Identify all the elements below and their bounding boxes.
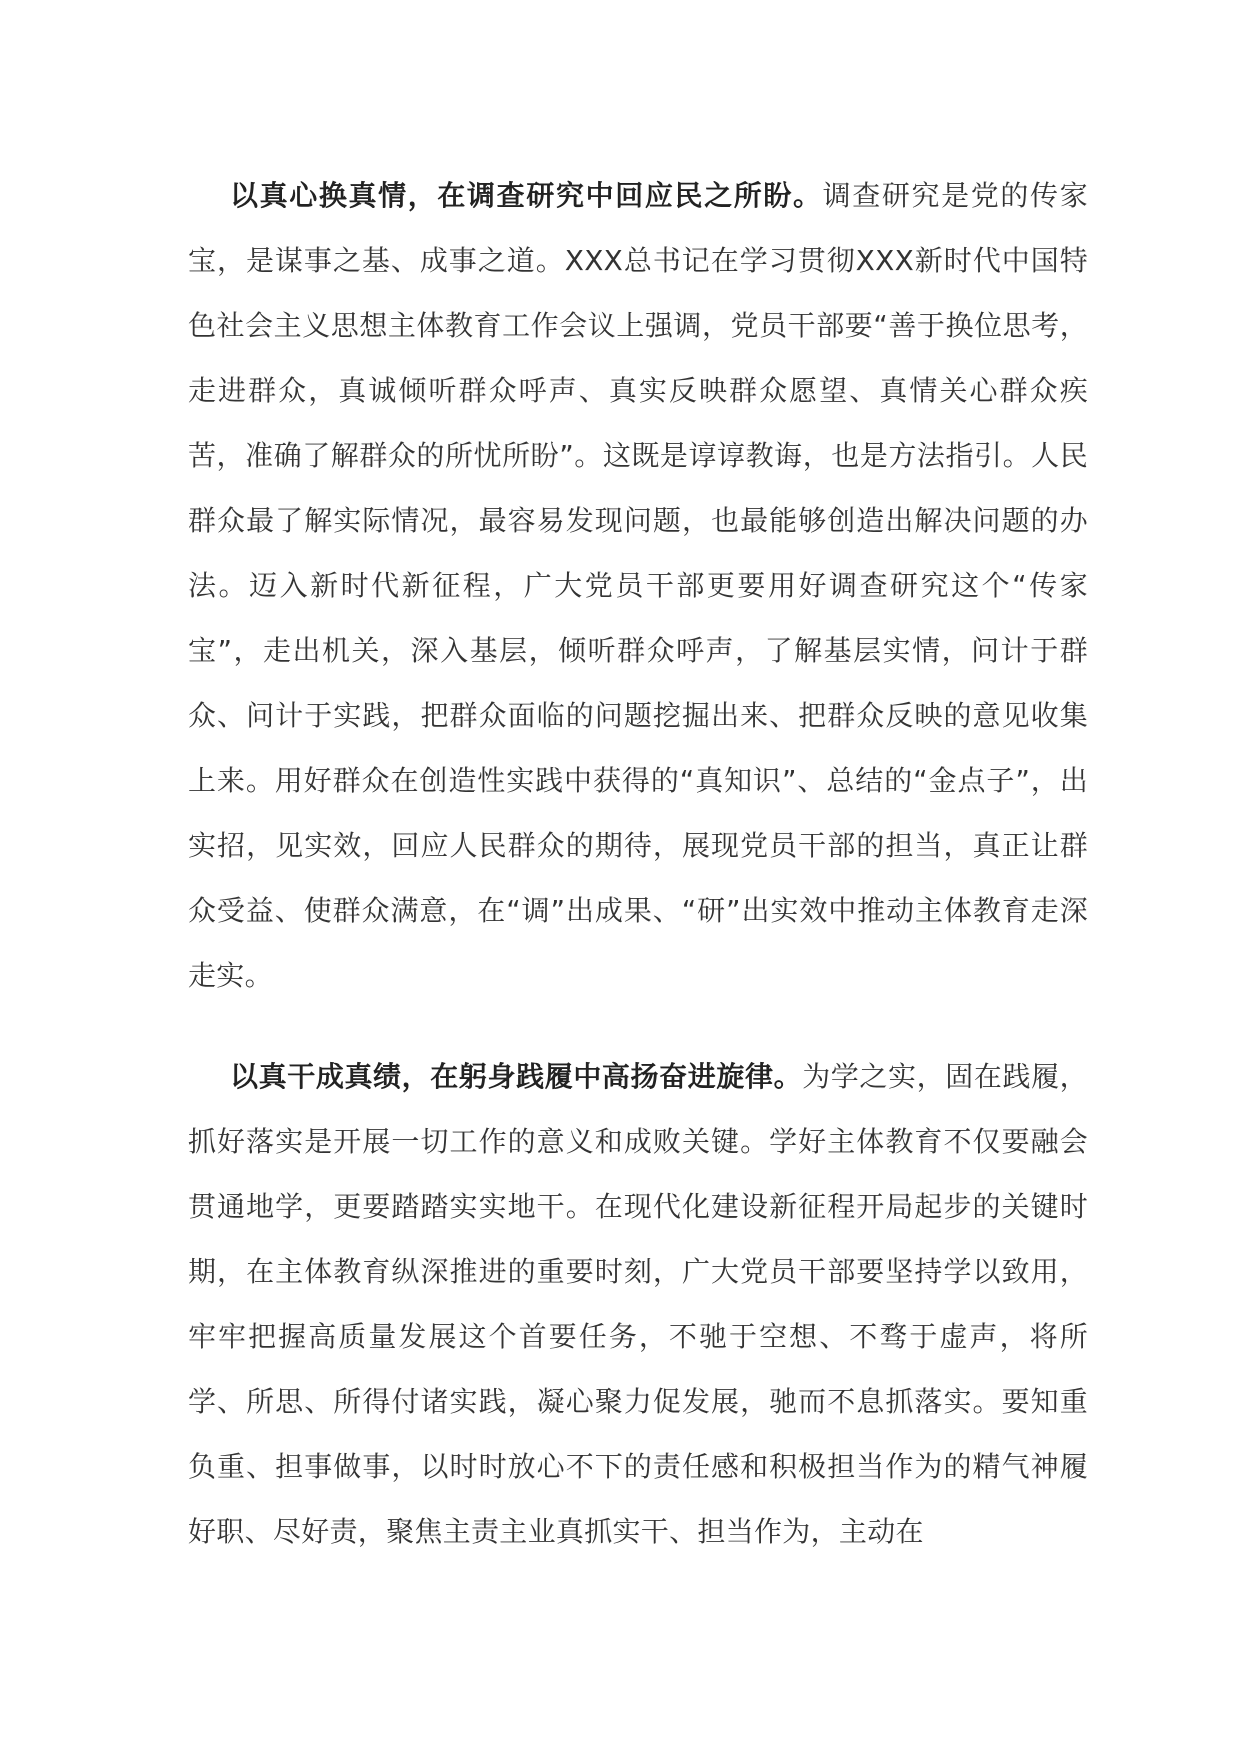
paragraph-2	[188, 1044, 1088, 1564]
paragraph-1-lead: 以真心换真情，在调查研究中回应民之所盼。	[230, 179, 823, 212]
paragraph-1	[188, 163, 1088, 1008]
paragraph-2-body: 为学之实，固在践履，抓好落实是开展一切工作的意义和成败关键。学好主体教育不仅要融会贯通地学，更要踏踏实实地干。在现代化建设新征程开局起步的关键时期，在主体教育纵深推进的重要时刻，广大党员干部要坚持学以致用，牢牢把握高质量发展这个首要任务，不驰于空想、不骛于虚声，将所学、所思、所得付诸实践，凝心聚力促发展，驰而不息抓落实。要知重负重、担事做事，以时时放心不下的责任感和积极担当作为的精气神履好职、尽好责，聚焦主责主业真抓实干、担当作为，主动在	[188, 1060, 1088, 1548]
paragraph-2-lead: 以真干成真绩，在躬身践履中高扬奋进旋律。	[230, 1060, 803, 1093]
paragraph-1-body: 调查研究是党的传家宝，是谋事之基、成事之道。XXX总书记在学习贯彻XXX新时代中国特色社会主义思想主体教育工作会议上强调，党员干部要“善于换位思考，走进群众，真诚倾听群众呼声、真实反映群众愿望、真情关心群众疾苦，准确了解群众的所忧所盼”。这既是谆谆教诲，也是方法指引。人民群众最了解实际情况，最容易发现问题，也最能够创造出解决问题的办法。迈入新时代新征程，广大党员干部更要用好调查研究这个“传家宝”，走出机关，深入基层，倾听群众呼声，了解基层实情，问计于群众、问计于实践，把群众面临的问题挖掘出来、把群众反映的意见收集上来。用好群众在创造性实践中获得的“真知识”、总结的“金点子”，出实招，见实效，回应人民群众的期待，展现党员干部的担当，真正让群众受益、使群众满意，在“调”出成果、“研”出实效中推动主体教育走深走实。	[188, 179, 1088, 992]
